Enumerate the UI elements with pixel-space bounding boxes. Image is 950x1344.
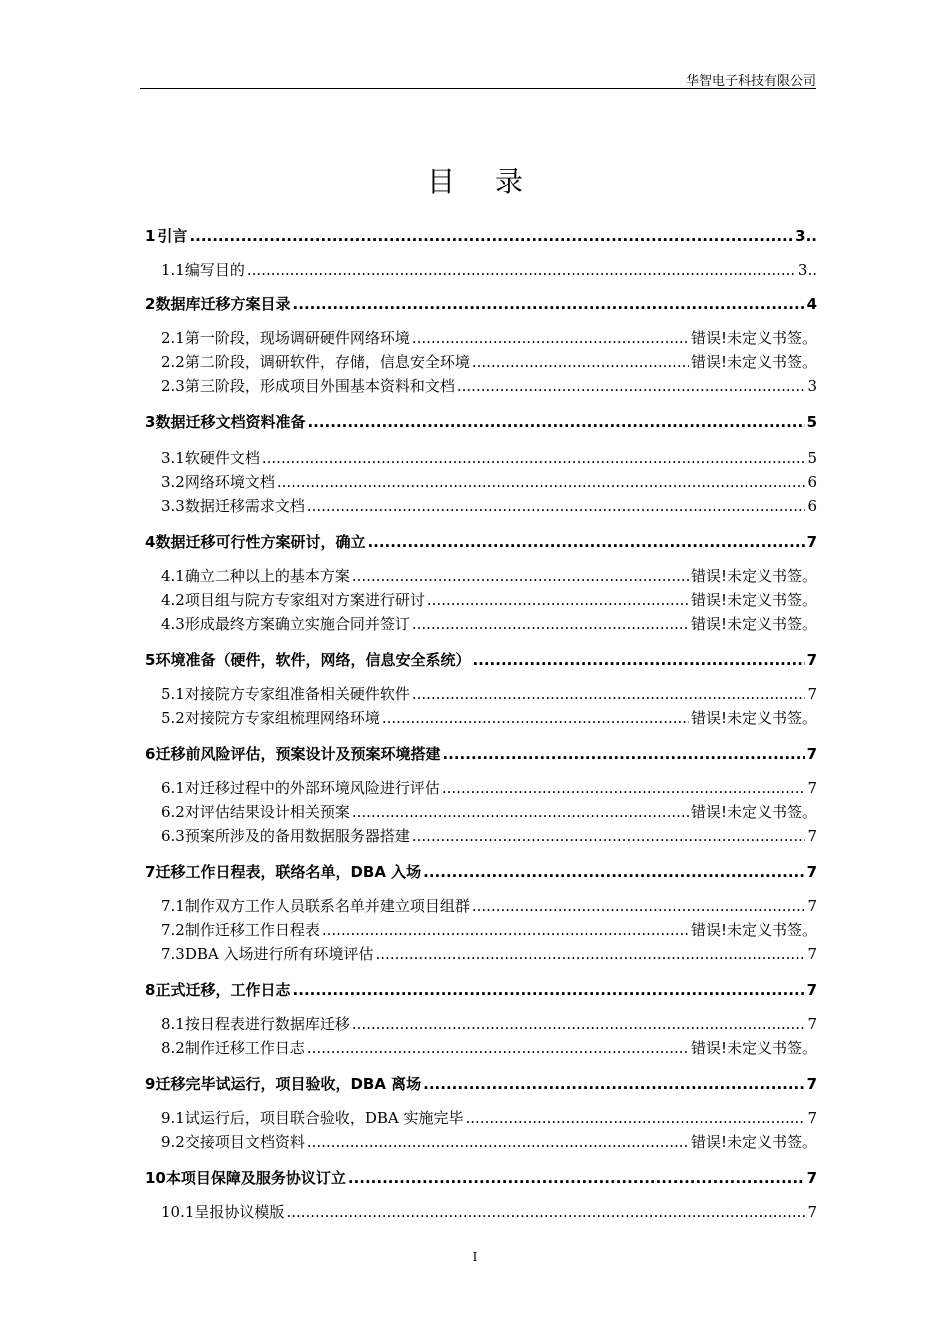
toc-entry-text: 项目组与院方专家组对方案进行研讨: [184, 591, 425, 609]
toc-entry-text: 对评估结果设计相关预案: [184, 803, 350, 821]
toc-entry-text: DBA 入场进行所有环境评估: [184, 945, 374, 963]
toc-entry-page: 7: [806, 651, 817, 669]
toc-entry-number: 5.2: [161, 709, 185, 727]
toc-entry-text: 呈报协议模版: [194, 1203, 285, 1221]
toc-dot-leader: [472, 894, 806, 918]
toc-entry-section[interactable]: [145, 706, 817, 730]
toc-entry-text: 本项目保障及服务协议订立: [165, 1169, 346, 1187]
toc-entry-text: 确立二种以上的基本方案: [184, 567, 350, 585]
toc-entry-section[interactable]: [145, 824, 817, 848]
toc-entry-text: 环境准备（硬件，软件，网络，信息安全系统）: [155, 651, 471, 669]
toc-dot-leader: [348, 1166, 805, 1190]
toc-entry-page: 7: [806, 533, 817, 551]
toc-entry-number: 2.3: [161, 377, 185, 395]
toc-entry-section[interactable]: [145, 258, 817, 282]
toc-entry-section[interactable]: [145, 1012, 817, 1036]
toc-entry-number: 9.1: [161, 1109, 185, 1127]
toc-entry-page: 7: [806, 981, 817, 999]
toc-entry-page: 7: [806, 1169, 817, 1187]
toc-entry-chapter[interactable]: [145, 648, 817, 672]
toc-entry-section[interactable]: [145, 374, 817, 398]
toc-dot-leader: [307, 1036, 689, 1060]
toc-entry-section[interactable]: [145, 1036, 817, 1060]
toc-entry-number: 4: [145, 533, 156, 551]
toc-entry-section[interactable]: [145, 1130, 817, 1154]
toc-entry-number: 6: [145, 745, 156, 763]
toc-entry-page: 错误!未定义书签。: [690, 803, 817, 821]
toc-entry-page: 错误!未定义书签。: [690, 353, 817, 371]
toc-entry-number: 6.1: [161, 779, 185, 797]
toc-entry-number: 10.1: [161, 1203, 195, 1221]
toc-entry-text: 数据库迁移方案目录: [155, 295, 291, 313]
toc-entry-text: 数据迁移可行性方案研讨，确立: [155, 533, 366, 551]
toc-entry-number: 10: [145, 1169, 166, 1187]
toc-entry-page: 7: [807, 827, 817, 845]
toc-dot-leader: [412, 612, 689, 636]
toc-entry-section[interactable]: [145, 588, 817, 612]
toc-entry-number: 8.1: [161, 1015, 185, 1033]
toc-entry-section[interactable]: [145, 612, 817, 636]
toc-entry-number: 1: [145, 227, 156, 245]
toc-entry-number: 5.1: [161, 685, 185, 703]
toc-entry-number: 8.2: [161, 1039, 185, 1057]
toc-entry-chapter[interactable]: [145, 742, 817, 766]
toc-entry-text: 试运行后，项目联合验收，DBA 实施完毕: [184, 1109, 464, 1127]
toc-entry-chapter[interactable]: [145, 292, 817, 316]
toc-entry-number: 6.3: [161, 827, 185, 845]
toc-entry-page: 错误!未定义书签。: [690, 329, 817, 347]
toc-entry-number: 2: [145, 295, 156, 313]
toc-entry-text: 第二阶段，调研软件，存储，信息安全环境: [184, 353, 470, 371]
toc-entry-page: 3..: [797, 261, 817, 279]
toc-entry-section[interactable]: [145, 776, 817, 800]
toc-dot-leader: [376, 942, 806, 966]
toc-entry-page: 3..: [795, 227, 817, 245]
toc-entry-number: 9: [145, 1075, 156, 1093]
toc-entry-page: 错误!未定义书签。: [690, 709, 817, 727]
toc-entry-number: 6.2: [161, 803, 185, 821]
toc-entry-number: 3.2: [161, 473, 185, 491]
toc-title: 目录: [426, 165, 563, 198]
toc-entry-chapter[interactable]: [145, 530, 817, 554]
toc-dot-leader: [352, 564, 689, 588]
toc-entry-page: 5: [807, 449, 817, 467]
toc-entry-number: 7.3: [161, 945, 185, 963]
toc-dot-leader: [367, 530, 804, 554]
toc-entry-section[interactable]: [145, 494, 817, 518]
toc-entry-page: 4: [806, 295, 817, 313]
toc-entry-section[interactable]: [145, 1106, 817, 1130]
toc-entry-chapter[interactable]: [145, 410, 817, 434]
toc-dot-leader: [423, 1072, 804, 1096]
toc-entry-number: 4.3: [161, 615, 185, 633]
toc-entry-text: 数据迁移需求文档: [184, 497, 305, 515]
toc-dot-leader: [466, 1106, 806, 1130]
toc-dot-leader: [352, 1012, 806, 1036]
toc-dot-leader: [277, 470, 806, 494]
toc-entry-text: 正式迁移，工作日志: [155, 981, 291, 999]
toc-entry-page: 7: [807, 1015, 817, 1033]
toc-entry-text: 交接项目文档资料: [184, 1133, 305, 1151]
toc-entry-section[interactable]: [145, 800, 817, 824]
toc-entry-chapter[interactable]: [145, 978, 817, 1002]
toc-entry-text: 编写目的: [184, 261, 245, 279]
toc-dot-leader: [307, 494, 806, 518]
toc-entry-number: 3: [145, 413, 156, 431]
toc-dot-leader: [457, 374, 806, 398]
toc-entry-number: 8: [145, 981, 156, 999]
toc-dot-leader: [247, 258, 796, 282]
toc-dot-leader: [293, 292, 805, 316]
toc-entry-section[interactable]: [145, 1200, 817, 1224]
toc-entry-number: 9.2: [161, 1133, 185, 1151]
toc-entry-text: 制作迁移工作日志: [184, 1039, 305, 1057]
toc-entry-section[interactable]: [145, 350, 817, 374]
toc-entry-text: 对接院方专家组梳理网络环境: [184, 709, 380, 727]
toc-dot-leader: [307, 1130, 689, 1154]
toc-entry-page: 7: [807, 1109, 817, 1127]
toc-entry-page: 错误!未定义书签。: [690, 591, 817, 609]
toc-entry-text: 软硬件文档: [184, 449, 260, 467]
toc-entry-page: 6: [807, 497, 817, 515]
toc-dot-leader: [293, 978, 805, 1002]
toc-entry-page: 5: [806, 413, 817, 431]
toc-entry-page: 错误!未定义书签。: [690, 1039, 817, 1057]
toc-entry-number: 4.1: [161, 567, 185, 585]
toc-dot-leader: [307, 410, 804, 434]
toc-entry-page: 7: [807, 945, 817, 963]
toc-entry-text: 对接院方专家组准备相关硬件软件: [184, 685, 410, 703]
toc-entry-section[interactable]: [145, 564, 817, 588]
toc-entry-number: 2.1: [161, 329, 185, 347]
toc-entry-text: 制作迁移工作日程表: [184, 921, 320, 939]
toc-entry-chapter[interactable]: [145, 860, 817, 884]
toc-dot-leader: [322, 918, 689, 942]
page-number: I: [472, 1250, 478, 1264]
toc-dot-leader: [412, 682, 806, 706]
toc-entry-number: 7.2: [161, 921, 185, 939]
toc-entry-text: 迁移前风险评估，预案设计及预案环境搭建: [155, 745, 441, 763]
toc-entry-section[interactable]: [145, 470, 817, 494]
toc-entry-page: 7: [806, 863, 817, 881]
toc-entry-text: 数据迁移文档资料准备: [155, 413, 306, 431]
toc-entry-text: 按日程表进行数据库迁移: [184, 1015, 350, 1033]
toc-entry-page: 错误!未定义书签。: [690, 615, 817, 633]
toc-dot-leader: [189, 224, 793, 248]
toc-entry-chapter[interactable]: [145, 224, 817, 248]
toc-entry-number: 4.2: [161, 591, 185, 609]
toc-entry-text: 引言: [157, 227, 188, 245]
toc-dot-leader: [442, 776, 806, 800]
toc-entry-page: 7: [807, 779, 817, 797]
toc-entry-text: 对迁移过程中的外部环境风险进行评估: [184, 779, 440, 797]
toc-entry-number: 3.1: [161, 449, 185, 467]
toc-dot-leader: [472, 648, 804, 672]
toc-entry-page: 错误!未定义书签。: [690, 567, 817, 585]
toc-entry-page: 7: [806, 1075, 817, 1093]
toc-entry-page: 7: [807, 1203, 817, 1221]
toc-entry-chapter[interactable]: [145, 1166, 817, 1190]
header-rule: [140, 88, 816, 89]
toc-entry-number: 7: [145, 863, 156, 881]
toc-dot-leader: [382, 706, 689, 730]
toc-dot-leader: [412, 326, 689, 350]
toc-entry-text: 预案所涉及的备用数据服务器搭建: [184, 827, 410, 845]
toc-entry-page: 6: [807, 473, 817, 491]
company-name: 华智电子科技有限公司: [685, 74, 816, 89]
toc-entry-text: 网络环境文档: [184, 473, 275, 491]
toc-entry-text: 制作双方工作人员联系名单并建立项目组群: [184, 897, 470, 915]
toc-dot-leader: [423, 860, 804, 884]
toc-dot-leader: [286, 1200, 805, 1224]
toc-entry-text: 第一阶段，现场调研硬件网络环境: [184, 329, 410, 347]
toc-dot-leader: [472, 350, 689, 374]
toc-entry-section[interactable]: [145, 942, 817, 966]
toc-entry-page: 7: [807, 897, 817, 915]
toc-entry-number: 5: [145, 651, 156, 669]
toc-dot-leader: [427, 588, 689, 612]
toc-entry-section[interactable]: [145, 682, 817, 706]
toc-entry-number: 7.1: [161, 897, 185, 915]
toc-entry-number: 2.2: [161, 353, 185, 371]
toc-entry-text: 第三阶段，形成项目外围基本资料和文档: [184, 377, 455, 395]
toc-dot-leader: [352, 800, 689, 824]
toc-dot-leader: [412, 824, 806, 848]
toc-entry-page: 错误!未定义书签。: [690, 1133, 817, 1151]
toc-entry-section[interactable]: [145, 894, 817, 918]
toc-entry-section[interactable]: [145, 326, 817, 350]
toc-entry-text: 形成最终方案确立实施合同并签订: [184, 615, 410, 633]
toc-entry-text: 迁移完毕试运行，项目验收，DBA 离场: [155, 1075, 422, 1093]
toc-entry-number: 1.1: [161, 261, 185, 279]
toc-entry-chapter[interactable]: [145, 1072, 817, 1096]
toc-entry-number: 3.3: [161, 497, 185, 515]
toc-entry-page: 7: [806, 745, 817, 763]
toc-entry-page: 3: [807, 377, 817, 395]
toc-entry-section[interactable]: [145, 918, 817, 942]
toc-dot-leader: [262, 446, 806, 470]
toc-entry-page: 错误!未定义书签。: [690, 921, 817, 939]
toc-entry-page: 7: [807, 685, 817, 703]
toc-dot-leader: [442, 742, 804, 766]
toc-entry-text: 迁移工作日程表，联络名单，DBA 入场: [155, 863, 422, 881]
toc-entry-section[interactable]: [145, 446, 817, 470]
